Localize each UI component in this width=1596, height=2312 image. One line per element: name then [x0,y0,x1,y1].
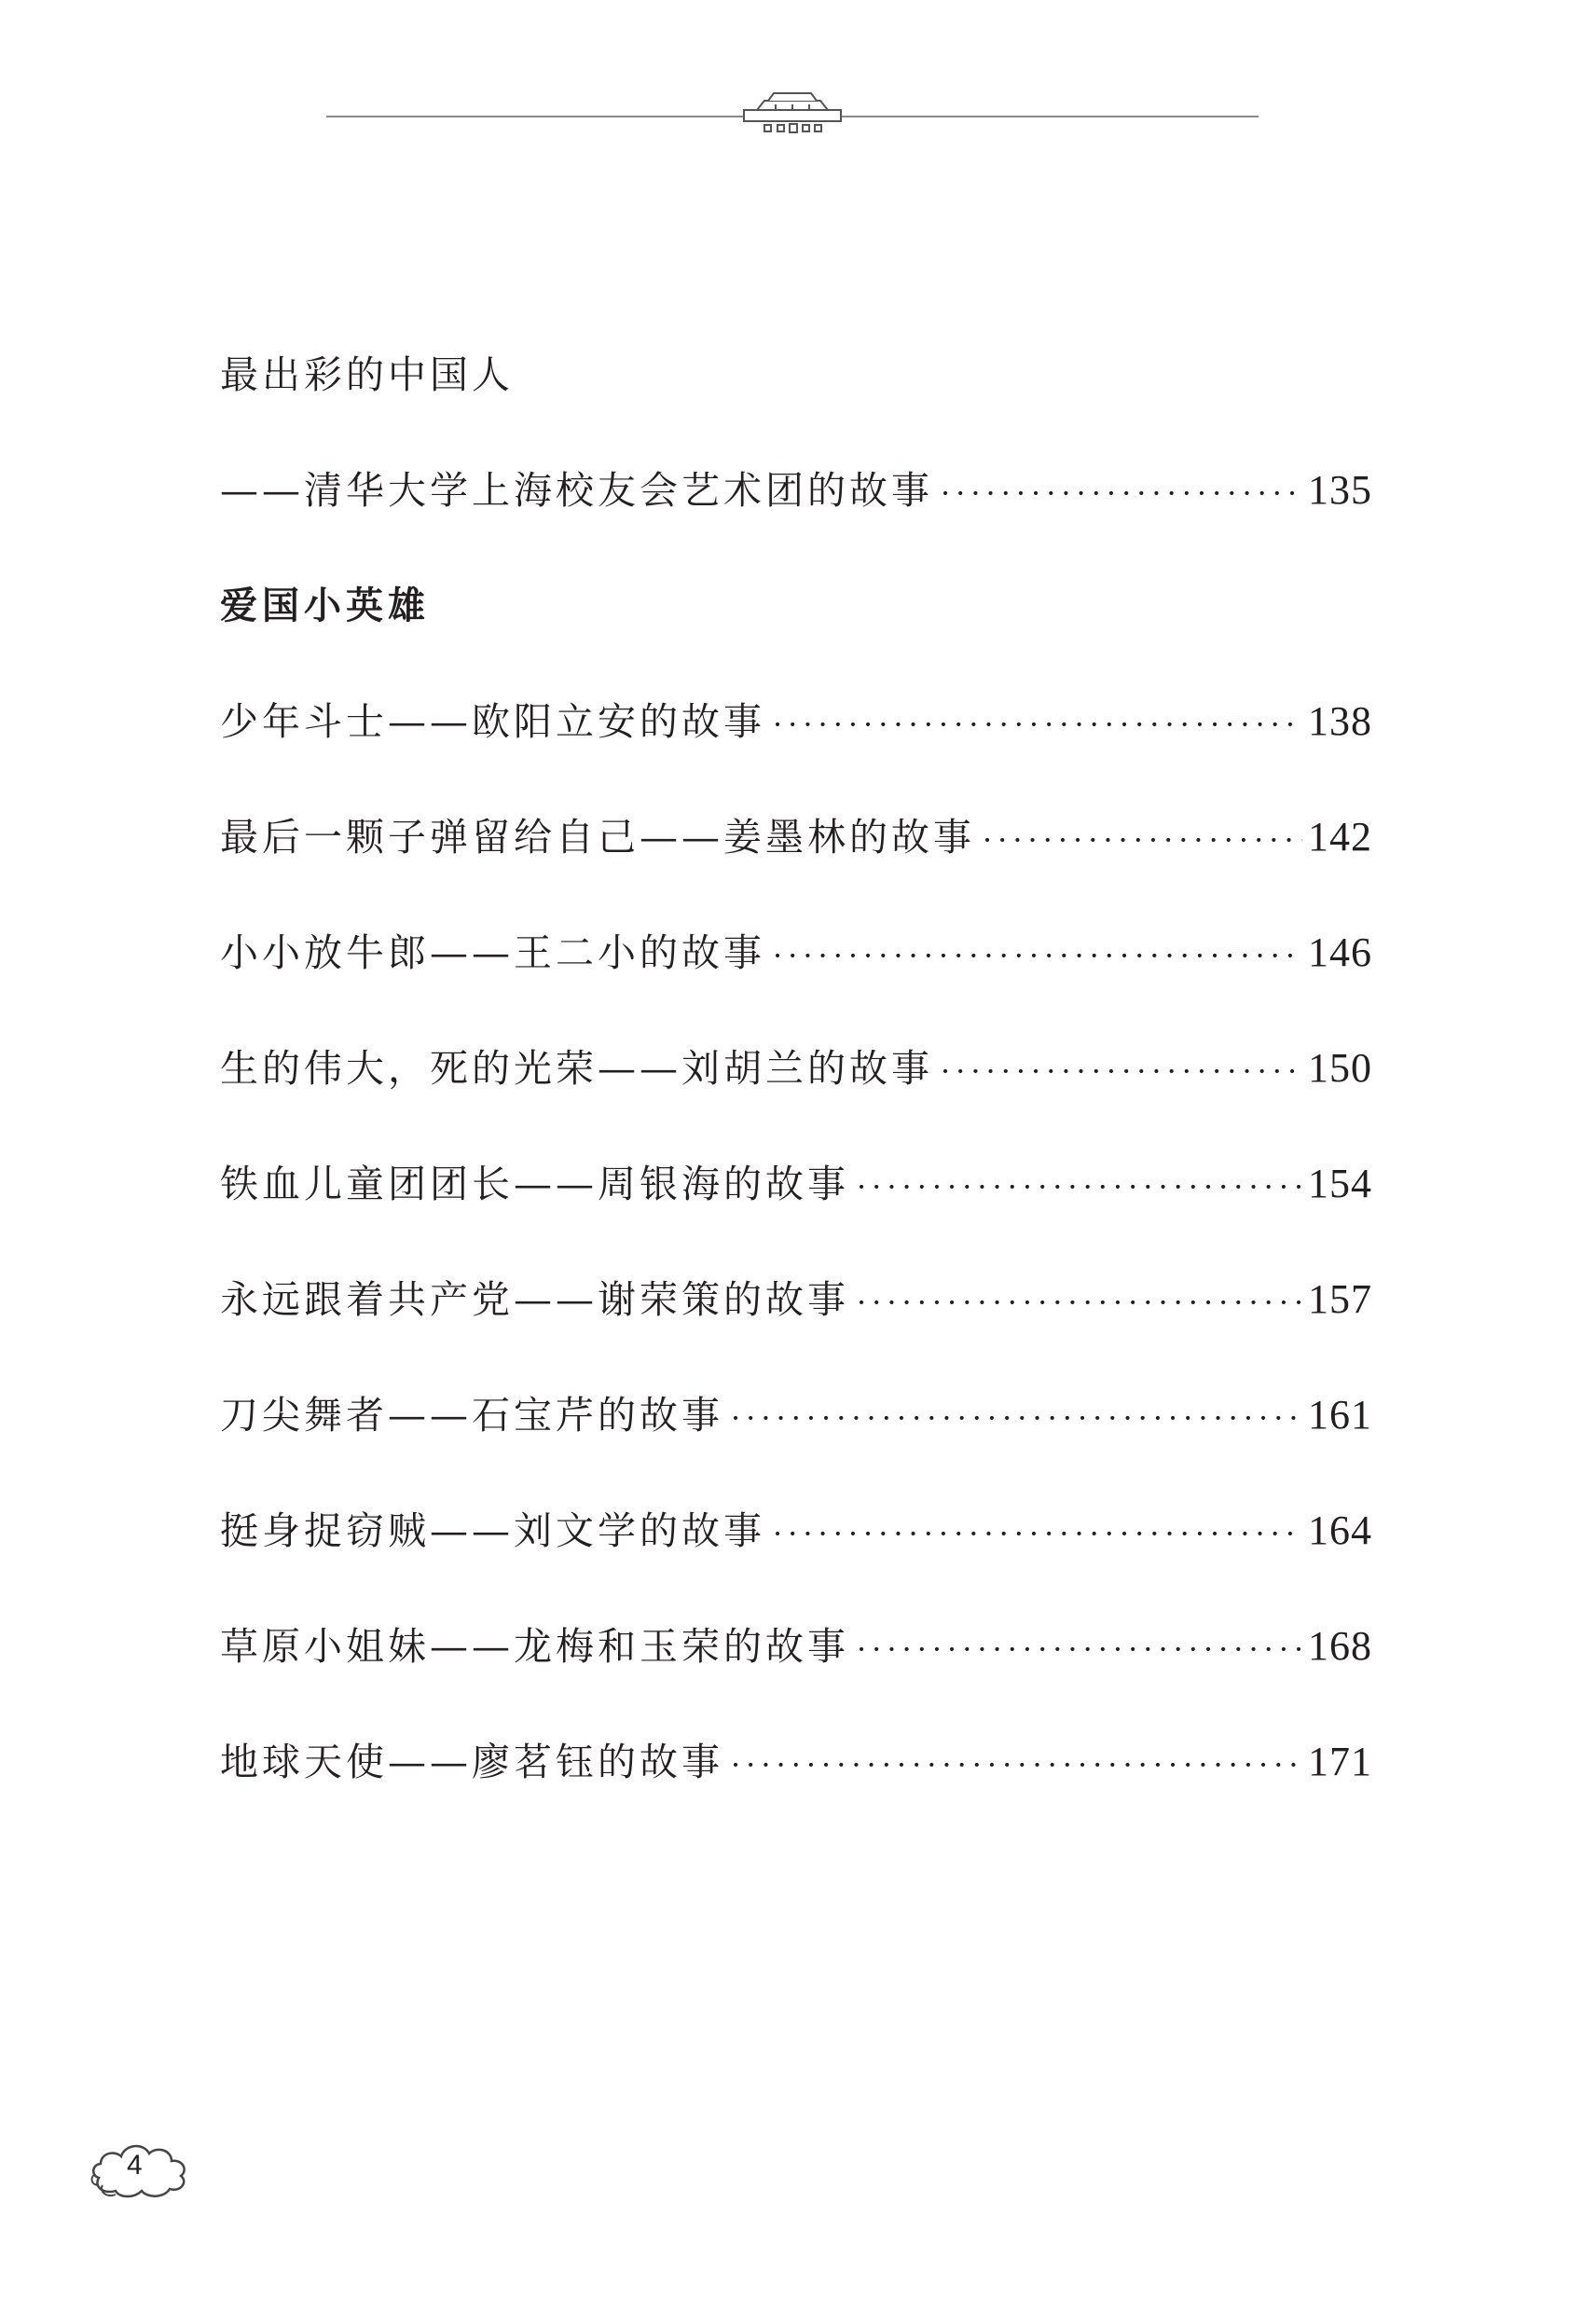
toc-page-number: 150 [1308,1045,1372,1091]
toc-page-number: 164 [1308,1507,1372,1553]
toc-entry[interactable] [220,433,1372,548]
leader-dots [857,1245,1302,1360]
toc-entry[interactable] [220,779,1372,895]
toc-entry-title: 少年斗士——欧阳立安的故事 [220,699,765,744]
toc-entry-title: 永远跟着共产党——谢荣策的故事 [220,1277,849,1322]
page-header [326,82,1259,147]
toc-page-number: 146 [1308,929,1372,975]
leader-dots [731,1707,1302,1823]
leader-dots [857,1129,1302,1245]
toc-entry[interactable] [220,1011,1372,1126]
toc-entry[interactable] [220,1589,1372,1704]
header-rule [326,82,1259,147]
leader-dots [941,1013,1302,1129]
toc-entry-heading[interactable] [220,317,1372,433]
leader-dots [857,1591,1302,1707]
toc-page-number: 138 [1308,698,1372,744]
toc-page-number: 161 [1308,1392,1372,1438]
toc-entry-title: 最后一颗子弹留给自己——姜墨林的故事 [220,815,975,860]
leader-dots [731,1360,1302,1476]
leader-dots [773,1476,1302,1591]
leader-dots [983,782,1302,898]
toc-entry-title: 地球天使——廖茗钰的故事 [220,1740,723,1784]
toc-entry-title: 最出彩的中国人 [220,352,514,397]
toc-page-number: 168 [1308,1623,1372,1669]
leader-dots [773,898,1302,1013]
leader-dots [941,435,1302,551]
toc-entry[interactable] [220,664,1372,779]
page-number: 4 [127,2150,143,2181]
toc-page-number: 135 [1308,467,1372,513]
section-title: 爱国小英雄 [220,585,430,627]
toc-entry[interactable] [220,895,1372,1011]
toc-entry-title: 生的伟大，死的光荣——刘胡兰的故事 [220,1046,933,1091]
toc-entry-title: 小小放牛郎——王二小的故事 [220,930,765,975]
toc-entry[interactable] [220,1704,1372,1820]
page-folio [86,2133,198,2208]
tiananmen-gate-icon [744,93,841,132]
toc-entry-title: 铁血儿童团团长——周银海的故事 [220,1162,849,1206]
toc-entry[interactable] [220,1473,1372,1589]
toc-entry[interactable] [220,1357,1372,1473]
toc-page-number: 142 [1308,814,1372,860]
leader-dots [773,667,1302,782]
toc-entry[interactable] [220,1126,1372,1242]
toc-entry-title: 挺身捉窃贼——刘文学的故事 [220,1508,765,1553]
toc-entry-title: 刀尖舞者——石宝芹的故事 [220,1393,723,1438]
toc-entry-subtitle: ——清华大学上海校友会艺术团的故事 [220,468,933,513]
toc-page-number: 157 [1308,1276,1372,1322]
toc-page-number: 171 [1308,1739,1372,1784]
toc-page-number: 154 [1308,1161,1372,1206]
table-of-contents [220,317,1372,1820]
toc-entry-title: 草原小姐妹——龙梅和玉荣的故事 [220,1624,849,1669]
toc-entry[interactable] [220,1242,1372,1357]
toc-section-heading [220,548,1372,664]
